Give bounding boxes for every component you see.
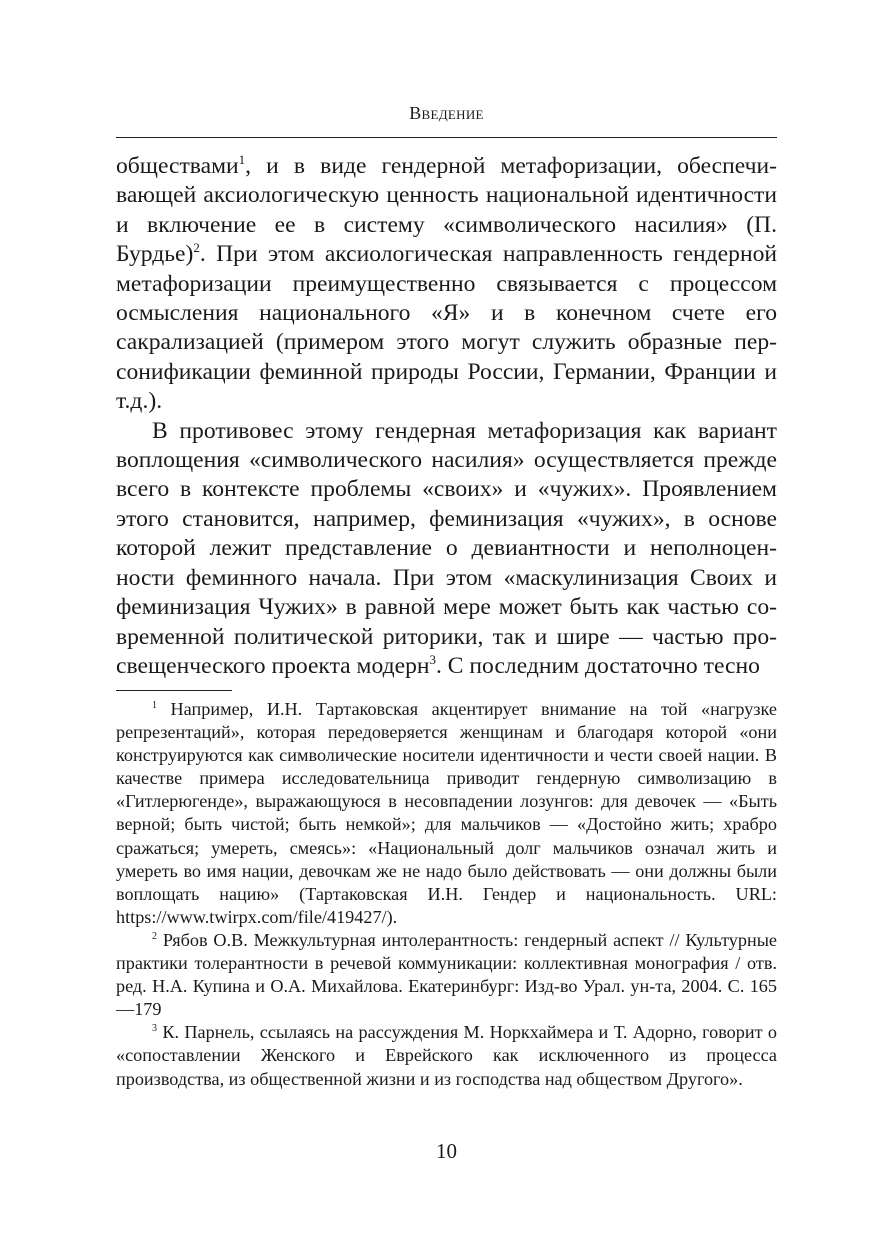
- footnote-rule: [116, 690, 232, 691]
- footnote-3-number: 3: [152, 1023, 157, 1035]
- footnotes: [116, 698, 777, 1091]
- page-number: 10: [436, 1139, 457, 1163]
- paragraph-2: [116, 417, 777, 682]
- footnote-1-number: 1: [152, 699, 157, 711]
- running-head: Введение: [409, 103, 484, 123]
- footnote-1: [116, 698, 777, 929]
- paragraph-1-part-1: обществами: [116, 153, 239, 179]
- paragraph-2-part-2: . С последним достаточно тесно: [436, 652, 760, 679]
- footnote-3: [116, 1021, 777, 1090]
- footnote-ref-1: 1: [238, 152, 246, 168]
- paragraph-1: [116, 152, 777, 417]
- header-rule: [116, 137, 777, 138]
- footnote-ref-3: 3: [429, 652, 436, 668]
- paragraph-2-part-1: В противовес этому гендерная метафоризация как вариант воплощения «символического насилия» осуществляется прежде всего в контексте проблемы «своих» и «чужих». Проявлением этого становится, например, феминизация «чужих», в основе которой лежит представление о девиантности и неполноценности феминного начала. При этом «маскулинизация Своих и феминизация Чужих» в равной мере может быть как частью современной политической риторики, так и шире — частью просвещенческого проекта модерн: [116, 417, 777, 679]
- footnote-1-text: Например, И.Н. Тартаковская акцентирует внимание на той «нагрузке репрезентаций», которая передоверяется женщинам и благодаря которой «они конструируются как символические носители идентичности и чести своей нации. В качестве примера исследовательница приводит гендерную символизацию в «Гитлерюгенде», выражающуюся в несовпадении лозунгов: для девочек — «Быть верной; быть чистой; быть немкой»; для мальчиков — «Достойно жить; храбро сражаться; умереть, смеясь»: «Национальный долг мальчиков означал жить и умереть во имя нации, девочкам же не надо было действовать — они должны были воплощать нацию» (Тартаковская И.Н. Гендер и национальность. URL: https://www.twirpx.com/file/419427/).: [116, 699, 777, 927]
- footnote-2: [116, 929, 777, 1021]
- footnote-ref-2: 2: [193, 240, 200, 256]
- footnote-3-text: К. Парнель, ссылаясь на рассуждения М. Норкхаймера и Т. Адорно, говорит о «сопоставлении Женского и Еврейского как исключенного из процесса производства, из общественной жизни и из господства над обществом Другого».: [116, 1022, 777, 1089]
- footnote-2-number: 2: [152, 930, 157, 942]
- paragraph-1-part-2: , и в виде гендерной метафоризации, обеспечивающей аксиологическую ценность национальной идентичности и включение ее в систему «символического насилия» (П. Бурдье): [116, 153, 777, 268]
- footnote-2-text: Рябов О.В. Межкультурная интолерантность: гендерный аспект // Культурные практики толерантности в речевой коммуникации: коллективная монография / отв. ред. Н.А. Купина и О.А. Михайлова. Екатеринбург: Изд-во Урал. ун-та, 2004. С. 165—179: [116, 929, 777, 1020]
- main-text: [116, 152, 777, 681]
- paragraph-1-part-3: . При этом аксиологическая направленность гендерной метафоризации преимущественно связывается с процессом осмысления национального «Я» и в конечном счете его сакрализацией (примером этого могут служить образные персонификации феминной природы России, Германии, Франции и т.д.).: [116, 241, 777, 415]
